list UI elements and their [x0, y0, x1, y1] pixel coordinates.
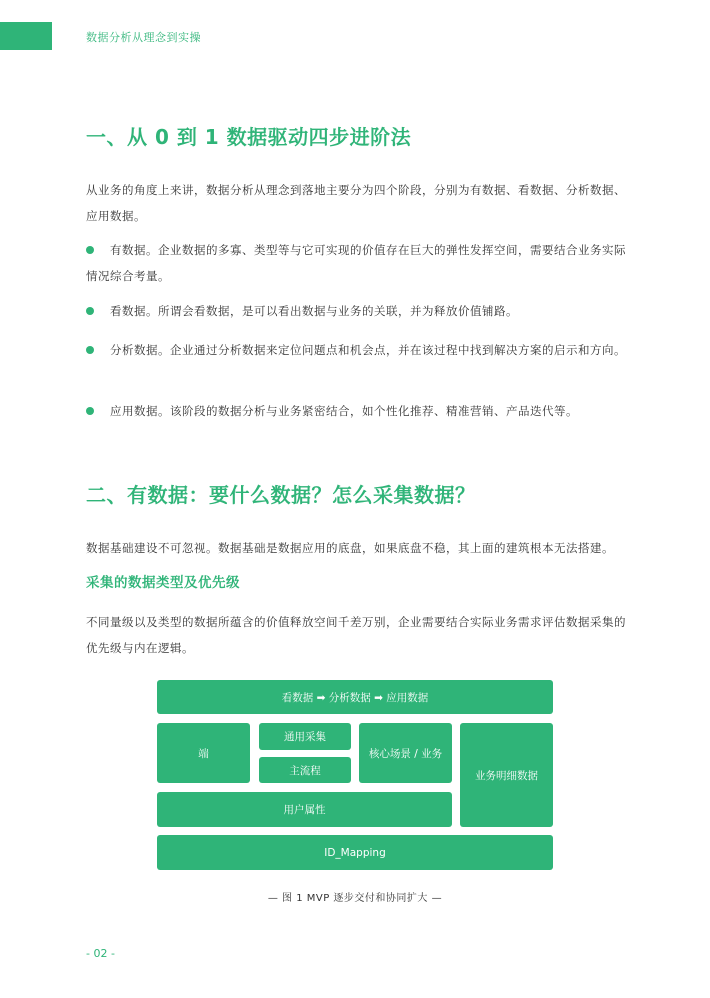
list-item-text: 有数据。企业数据的多寡、类型等与它可实现的价值存在巨大的弹性发挥空间，需要结合业务实际情况综合考量。 — [86, 243, 626, 283]
diagram-block-general-collection: 通用采集 — [259, 723, 351, 750]
list-item-text: 应用数据。该阶段的数据分析与业务紧密结合，如个性化推荐、精准营销、产品迭代等。 — [110, 404, 578, 418]
bullet-dot-icon — [86, 307, 94, 315]
list-item — [86, 337, 626, 363]
diagram-block-business-detail: 业务明细数据 — [460, 723, 553, 827]
bullet-dot-icon — [86, 346, 94, 354]
list-item — [86, 398, 578, 424]
section1-intro: 从业务的角度上来讲，数据分析从理念到落地主要分为四个阶段，分别为有数据、看数据、分析数据、应用数据。 — [86, 183, 626, 223]
subsection-paragraph: 不同量级以及类型的数据所蕴含的价值释放空间千差万别，企业需要结合实际业务需求评估数据采集的优先级与内在逻辑。 — [86, 615, 626, 655]
section2-heading: 二、有数据：要什么数据？怎么采集数据？ — [86, 483, 476, 507]
diagram-block-duan: 端 — [157, 723, 250, 783]
diagram-block-core-scenario: 核心场景 / 业务 — [359, 723, 452, 783]
header-accent-bar — [0, 22, 52, 50]
page-number: - 02 - — [86, 947, 115, 960]
bullet-dot-icon — [86, 407, 94, 415]
diagram-block-user-attributes: 用户属性 — [157, 792, 452, 827]
diagram-block-main-flow: 主流程 — [259, 757, 351, 783]
section2-paragraph: 数据基础建设不可忽视。数据基础是数据应用的底盘，如果底盘不稳，其上面的建筑根本无法搭建。 — [86, 541, 614, 555]
list-item — [86, 237, 632, 289]
figure-caption: — 图 1 MVP 逐步交付和协同扩大 — — [267, 893, 443, 904]
diagram-block-id-mapping: ID_Mapping — [157, 835, 553, 870]
bullet-dot-icon — [86, 246, 94, 254]
list-item-text: 分析数据。企业通过分析数据来定位问题点和机会点，并在该过程中找到解决方案的启示和方向。 — [110, 343, 626, 357]
list-item — [86, 298, 518, 324]
subsection-heading: 采集的数据类型及优先级 — [86, 575, 240, 591]
list-item-text: 看数据。所谓会看数据，是可以看出数据与业务的关联，并为释放价值铺路。 — [110, 304, 518, 318]
diagram-block-top: 看数据 ➡ 分析数据 ➡ 应用数据 — [157, 680, 553, 714]
section1-heading: 一、从 0 到 1 数据驱动四步进阶法 — [86, 125, 412, 149]
running-header: 数据分析从理念到实操 — [86, 31, 201, 44]
